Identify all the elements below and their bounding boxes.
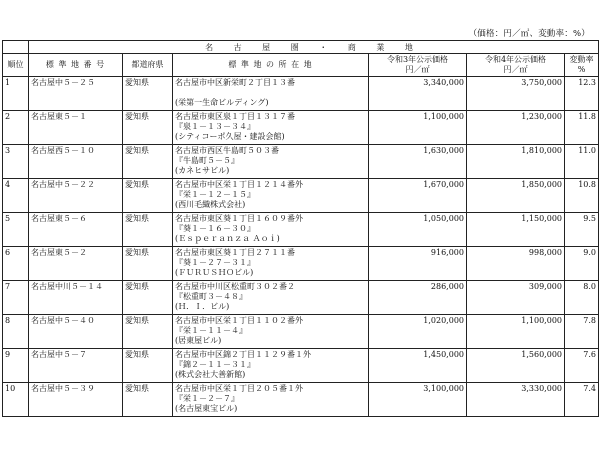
- building-name: (西川毛織株式会社): [175, 200, 246, 209]
- building-name: (カネヒサビル): [175, 166, 230, 175]
- rate-cell: 12.3: [565, 77, 599, 111]
- col-rank: 順位: [3, 54, 29, 77]
- location-cell: [173, 315, 369, 349]
- building-name: (Ｅｓｐｅｒａｎｚａ Ａｏｉ): [175, 234, 280, 243]
- price-r3-cell: 3,340,000: [369, 77, 467, 111]
- col-price-r3-unit: 円／㎡: [405, 65, 430, 74]
- price-r4-cell: 1,150,000: [467, 213, 565, 247]
- std-no-cell: 名古屋中５－７: [29, 349, 123, 383]
- price-r3-cell: 1,670,000: [369, 179, 467, 213]
- address-line: 名古屋市東区泉１丁目１３１７番: [175, 112, 295, 121]
- std-no-cell: 名古屋中５－４０: [29, 315, 123, 349]
- col-price-r4-unit: 円／㎡: [503, 65, 528, 74]
- pref-cell: 愛知県: [123, 111, 173, 145]
- rate-cell: 10.8: [565, 179, 599, 213]
- address-line: 名古屋市西区牛島町５０３番: [175, 146, 279, 155]
- std-no-cell: 名古屋西５－１０: [29, 145, 123, 179]
- price-r3-cell: 1,020,000: [369, 315, 467, 349]
- pref-cell: 愛知県: [123, 145, 173, 179]
- std-no-cell: 名古屋中５－３９: [29, 383, 123, 417]
- location-cell: [173, 179, 369, 213]
- rank-cell: 7: [3, 281, 29, 315]
- rank-cell: 5: [3, 213, 29, 247]
- location-cell: [173, 349, 369, 383]
- building-name: (株式会社大善新館): [175, 370, 246, 379]
- building-name: (ＦＵＲＵＳＨＯビル): [175, 268, 254, 277]
- building-name: (栄第一生命ビルディング): [175, 98, 269, 107]
- table-row: [3, 179, 599, 213]
- std-no-cell: 名古屋東５－２: [29, 247, 123, 281]
- table-row: [3, 247, 599, 281]
- col-price-r4-title: 令和4年公示価格: [484, 55, 547, 64]
- location-cell: [173, 281, 369, 315]
- rank-cell: 10: [3, 383, 29, 417]
- rate-cell: 9.5: [565, 213, 599, 247]
- price-r4-cell: 3,750,000: [467, 77, 565, 111]
- land-price-table: [2, 40, 599, 417]
- location-cell: [173, 213, 369, 247]
- rank-cell: 9: [3, 349, 29, 383]
- rate-cell: 11.8: [565, 111, 599, 145]
- price-r4-cell: 1,100,000: [467, 315, 565, 349]
- table-body: [3, 77, 599, 417]
- rank-cell: 4: [3, 179, 29, 213]
- table-row: [3, 111, 599, 145]
- price-r4-cell: 309,000: [467, 281, 565, 315]
- price-r4-cell: 998,000: [467, 247, 565, 281]
- address-block-line: 『錦２－１１－３１』: [175, 360, 255, 369]
- pref-cell: 愛知県: [123, 213, 173, 247]
- std-no-cell: 名古屋中川５－１４: [29, 281, 123, 315]
- address-line: 名古屋市中区新栄町２丁目１３番: [175, 78, 295, 87]
- region-header: 名 古 屋 圏 ・ 商 業 地: [29, 41, 599, 54]
- rank-cell: 8: [3, 315, 29, 349]
- col-price-r4: [467, 54, 565, 77]
- address-block-line: 『葵１－２７－３１』: [175, 258, 255, 267]
- corner-cell: [3, 41, 29, 54]
- std-no-cell: 名古屋中５－２２: [29, 179, 123, 213]
- col-rate-title: 変動率: [569, 55, 594, 64]
- rate-cell: 7.4: [565, 383, 599, 417]
- rate-cell: 8.0: [565, 281, 599, 315]
- building-name: (Ｈ．Ｉ．ビル): [175, 302, 230, 311]
- price-r3-cell: 1,100,000: [369, 111, 467, 145]
- table-row: [3, 315, 599, 349]
- price-r3-cell: 1,450,000: [369, 349, 467, 383]
- price-r3-cell: 3,100,000: [369, 383, 467, 417]
- pref-cell: 愛知県: [123, 281, 173, 315]
- location-cell: [173, 77, 369, 111]
- price-r3-cell: 1,630,000: [369, 145, 467, 179]
- building-name: (名古屋東宝ビル): [175, 404, 238, 413]
- pref-cell: 愛知県: [123, 315, 173, 349]
- address-block-line: 『泉１－１３－３４』: [175, 122, 255, 131]
- col-price-r3: [369, 54, 467, 77]
- address-line: 名古屋市中区錦２丁目１１２９番１外: [175, 350, 311, 359]
- rate-cell: 7.8: [565, 315, 599, 349]
- table-row: [3, 145, 599, 179]
- column-header-row: [3, 54, 599, 77]
- location-cell: [173, 145, 369, 179]
- location-cell: [173, 247, 369, 281]
- table-row: [3, 349, 599, 383]
- location-cell: [173, 111, 369, 145]
- col-location: 標 準 地 の 所 在 地: [173, 54, 369, 77]
- pref-cell: 愛知県: [123, 383, 173, 417]
- rank-cell: 1: [3, 77, 29, 111]
- rate-cell: 11.0: [565, 145, 599, 179]
- table-row: [3, 383, 599, 417]
- address-line: 名古屋市中川区松重町３０２番２: [175, 282, 295, 291]
- col-std-no: 標 準 地 番 号: [29, 54, 123, 77]
- col-price-r3-title: 令和3年公示価格: [386, 55, 449, 64]
- std-no-cell: 名古屋中５－２５: [29, 77, 123, 111]
- address-block-line: 『牛島町５－５』: [175, 156, 239, 165]
- rank-cell: 2: [3, 111, 29, 145]
- pref-cell: 愛知県: [123, 77, 173, 111]
- price-r4-cell: 1,560,000: [467, 349, 565, 383]
- rate-cell: 7.6: [565, 349, 599, 383]
- table-row: [3, 213, 599, 247]
- rate-cell: 9.0: [565, 247, 599, 281]
- price-r3-cell: 1,050,000: [369, 213, 467, 247]
- col-rate: [565, 54, 599, 77]
- price-r4-cell: 1,810,000: [467, 145, 565, 179]
- building-name: (居東屋ビル): [175, 336, 222, 345]
- building-name: (シティコーポ久屋・建設会館): [175, 132, 285, 141]
- table-row: [3, 77, 599, 111]
- pref-cell: 愛知県: [123, 349, 173, 383]
- col-pref: 都道府県: [123, 54, 173, 77]
- address-line: 名古屋市東区葵１丁目２７１１番: [175, 248, 295, 257]
- address-block-line: 『栄１－１１－４』: [175, 326, 247, 335]
- pref-cell: 愛知県: [123, 179, 173, 213]
- address-line: 名古屋市中区栄１丁目１２１４番外: [175, 180, 303, 189]
- price-r3-cell: 916,000: [369, 247, 467, 281]
- address-line: 名古屋市東区葵１丁目１６０９番外: [175, 214, 303, 223]
- price-r4-cell: 1,850,000: [467, 179, 565, 213]
- rank-cell: 6: [3, 247, 29, 281]
- address-line: 名古屋市中区栄１丁目２０５番１外: [175, 384, 303, 393]
- rank-cell: 3: [3, 145, 29, 179]
- address-block-line: 『栄１－２－７』: [175, 394, 239, 403]
- col-rate-unit: %: [577, 65, 586, 74]
- price-r3-cell: 286,000: [369, 281, 467, 315]
- address-block-line: [175, 88, 366, 98]
- price-r4-cell: 1,230,000: [467, 111, 565, 145]
- table-row: [3, 281, 599, 315]
- unit-note: （価格：円／㎡、変動率：%）: [468, 29, 590, 39]
- pref-cell: 愛知県: [123, 247, 173, 281]
- std-no-cell: 名古屋東５－１: [29, 111, 123, 145]
- address-block-line: 『松重町３－４８』: [175, 292, 247, 301]
- address-block-line: 『栄１－１２－１５』: [175, 190, 255, 199]
- std-no-cell: 名古屋東５－６: [29, 213, 123, 247]
- address-block-line: 『葵１－１６－３０』: [175, 224, 255, 233]
- address-line: 名古屋市中区栄１丁目１１０２番外: [175, 316, 303, 325]
- location-cell: [173, 383, 369, 417]
- region-header-row: [3, 41, 599, 54]
- price-r4-cell: 3,330,000: [467, 383, 565, 417]
